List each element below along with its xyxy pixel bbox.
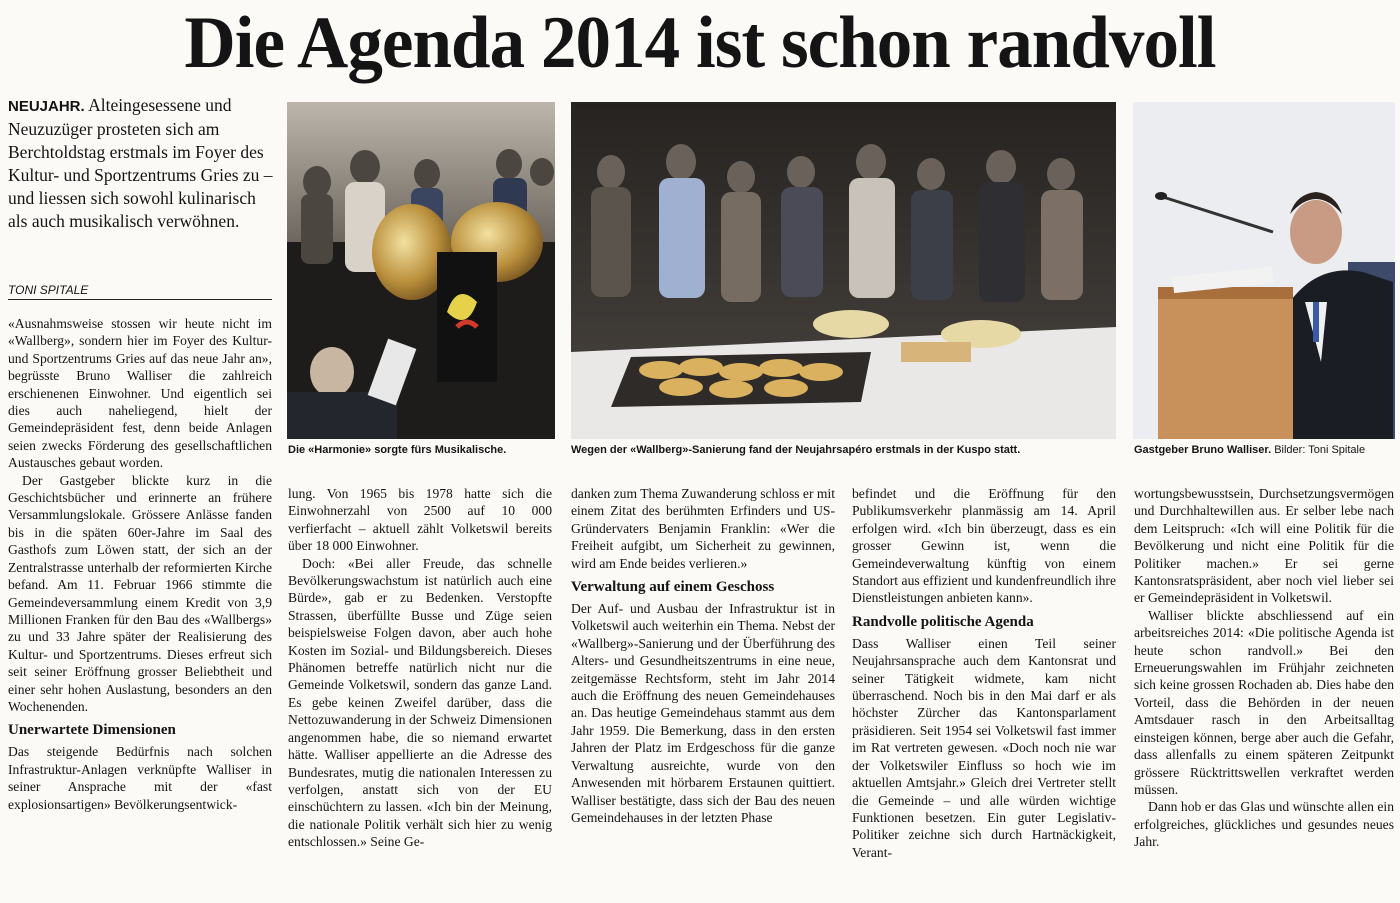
c3-paragraph-1: danken zum Thema Zuwanderung schloss er mit einem Zitat des berühmten Erfinders und US-Gründervaters Benjamin Franklin: «Wer die Freiheit aufgibt, um Sicherheit zu gewinnen, wird am Ende beides verlieren.»	[571, 486, 836, 571]
article-column-3	[571, 485, 835, 826]
photo-speaker	[1133, 102, 1395, 439]
lead-paragraph	[8, 94, 274, 233]
c5-paragraph-3: Dann hob er das Glas und wünschte allen ein erfolgreiches, glückliches und gesundes neues Jahr.	[1134, 799, 1394, 850]
c2-paragraph-1: lung. Von 1965 bis 1978 hatte sich die Einwohnerzahl von 2500 auf 10 000 verfierfacht – aktuell zählt Volketswil bereits über 18 000 Einwohner.	[288, 486, 552, 554]
article-column-5	[1134, 485, 1394, 851]
photo-buffet	[571, 102, 1116, 439]
c5-paragraph-1: wortungsbewusstsein, Durchsetzungsvermögen und Durchhaltewillen aus. Er selber lebe nach dem Leitspruch: «Ich will eine Politik für die Bevölkerung und nicht eine Politik für die Politiker machen.» Er sei gerne Kantonsratspräsident, aber noch viel lieber sei er Gemeindepräsident in Volketswil.	[1134, 486, 1394, 606]
c1-paragraph-1: «Ausnahmsweise stossen wir heute nicht im «Wallberg», sondern hier im Foyer des Kultur- und Sportzentrums Gries auf das neue Jahr an», begrüsste Bruno Walliser die zahlreich erschienenen Einwohner. Und eigentlich sei dies auch naheliegend, hielt der Gemeindepräsident fest, denn beide Anlagen seien zwecks Förderung des gesellschaftlichen Austausches gebaut worden.	[8, 316, 272, 471]
lead-kicker: NEUJAHR.	[8, 98, 85, 115]
c3-paragraph-2: Der Auf- und Ausbau der Infrastruktur ist in Volketswil auch weiterhin ein Thema. Nebst der «Wallberg»-Sanierung und der Überführung des Alters- und Gesundheitszentrums in eine neue, zeitgemässe Rechtsform, steht im Jahr 2014 auch die Eröffnung des neuen Gemeindehauses an. Das heutige Gemeindehaus stammt aus dem Jahr 1959. Die Bemerkung, dass in den ersten Jahren der Platz im Erdgeschoss für die ganze Verwaltung ausreichte, wurde von den Anwesenden mit hörbarem Erstaunen quittiert. Walliser bestätigte, dass sich der Bau des neuen Gemeindehauses in der letzten Phase	[571, 601, 835, 825]
caption-photo3	[1134, 444, 1365, 456]
caption-photo1: Die «Harmonie» sorgte fürs Musikalische.	[288, 444, 507, 456]
caption-photo2: Wegen der «Wallberg»-Sanierung fand der Neujahrsapéro erstmals in der Kuspo statt.	[571, 444, 1021, 456]
article-column-2	[288, 485, 552, 851]
c1-paragraph-3: Das steigende Bedürfnis nach solchen Infrastruktur-Anlagen verknüpfte Walliser in seiner Ansprache mit der «fast explosionsartigen» Bevölkerungsentwick-	[8, 744, 272, 812]
lead-text: Alteingesessene und Neuzuzüger prosteten sich am Berchtoldstag erstmals im Foyer des Kultur- und Sportzentrums Gries zu – und liessen sich sowohl kulinarisch als auch musikalisch verwöhnen.	[8, 95, 273, 231]
c4-paragraph-2: Dass Walliser einen Teil seiner Neujahrsansprache auch dem Kantonsrat und seiner Tätigkeit widmete, kam nicht überraschend. Noch bis in den Mai darf er als höchster Zürcher das Kantonsparlament präsidieren. Seit 1954 sei Volketswil fast immer im Rat vertreten gewesen. «Doch noch nie war der Volketswiler Einfluss so hoch wie im aktuellen Amtsjahr.» Gleich drei Vertreter stellt die Gemeinde – und alle würden wichtige Funktionen besetzen. Ein guter Legislativ-Politiker zeichne sich durch Hartnäckigkeit, Verant-	[852, 635, 1116, 860]
photo-harmonie	[287, 102, 555, 439]
c2-paragraph-2: Doch: «Bei aller Freude, das schnelle Bevölkerungswachstum ist natürlich auch eine Bürde», gab er zu Bedenken. Verstopfte Strassen, überfüllte Busse und Züge seien beispielsweise Folgen davon, aber auch hohe Kosten im Sozial- und Bildungsbereich. Dieses Phänomen betreffe natürlich nicht nur die Gemeinde Volketswil, sondern das ganze Land. Es gebe keinen Zweifel darüber, dass die Nettozuwanderung in der Schweiz Dimensionen angenommen habe, die so niemand erwartet hätte. Walliser appellierte an die Adresse des Bundesrates, mutig die nationalen Interessen zu verfolgen, anstatt sich von der EU einschüchtern zu lassen. «Ich bin der Meinung, die nationale Politik verhält sich hier zu wenig entschlossen.» Seine Ge-	[288, 555, 552, 850]
c5-paragraph-2: Walliser blickte abschliessend auf ein arbeitsreiches 2014: «Die politische Agenda ist heute schon randvoll.» Bei den Erneuerungswahlen im Frühjahr zeichneten sich keine grossen Rochaden ab. Dies habe den Vorteil, dass die Behörden in der neuen Amtsdauer rasch in den Arbeitsalltag einsteigen können, berge aber auch die Gefahr, dass allenfalls zu einem späteren Zeitpunkt grössere Rücktrittswellen verkraftet werden müssen.	[1134, 607, 1394, 797]
c4-paragraph-1: befindet und die Eröffnung für den Publikumsverkehr planmässig am 14. April erfolgen wird. «Ich bin überzeugt, dass es ein grosser Gewinn ist, wenn die Gemeindeverwaltung künftig von einem Standort aus effizient und kundenfreundlich ihre Dienstleistungen anbieten kann».	[852, 486, 1116, 606]
headline: Die Agenda 2014 ist schon randvoll	[184, 2, 1216, 84]
subhead-unerwartete-dimensionen: Unerwartete Dimensionen	[8, 722, 176, 739]
article-column-4	[852, 485, 1116, 861]
caption-photo3-text: Gastgeber Bruno Walliser.	[1134, 444, 1272, 456]
article-column-1	[8, 315, 272, 813]
c1-paragraph-2: Der Gastgeber blickte kurz in die Geschichtsbücher und erinnerte an frühere Versammlungslokale. Grössere Anlässe fanden bis in die späten 60er-Jahre im Saal des Gasthofs zum Löwen statt, der sich an der Zentralstrasse unterhalb der reformierten Kirche befand. Am 11. Februar 1966 stimmte die Gemeindeversammlung einem Kredit von 3,9 Millionen Franken für den Bau des «Wallbergs» zu und 33 Jahre später der Realisierung des Kultur- und Sportzentrums. Dieses erfreut sich seit seiner Eröffnung grosser Beliebtheit und einer sehr hohen Auslastung, besonders an den Wochenenden.	[8, 472, 272, 714]
author-byline: TONI SPITALE	[8, 283, 272, 300]
subhead-verwaltung: Verwaltung auf einem Geschoss	[571, 579, 775, 596]
photo-credit: Bilder: Toni Spitale	[1274, 444, 1366, 456]
subhead-randvolle-agenda: Randvolle politische Agenda	[852, 613, 1034, 630]
